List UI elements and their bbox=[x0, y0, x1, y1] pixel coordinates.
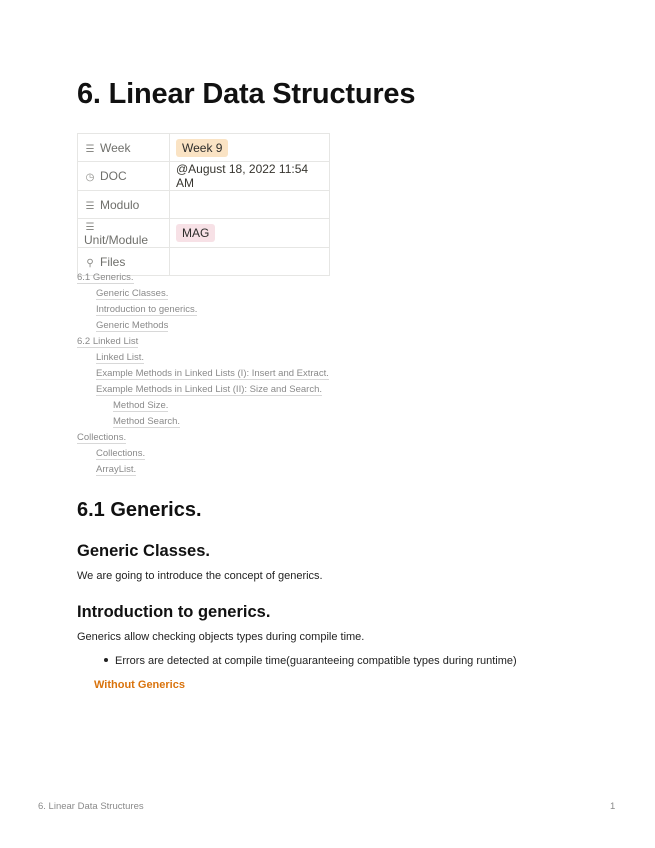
property-key bbox=[78, 134, 170, 162]
toc-item[interactable] bbox=[77, 382, 329, 398]
property-row bbox=[78, 219, 330, 248]
heading-generics: 6.1 Generics. bbox=[77, 499, 202, 521]
toc-item[interactable] bbox=[77, 414, 329, 430]
toc-link[interactable]: Linked List. bbox=[96, 352, 145, 363]
property-value[interactable] bbox=[170, 191, 330, 219]
property-value-text: @August 18, 2022 11:54 AM bbox=[176, 162, 309, 190]
toc-link[interactable]: Method Size. bbox=[113, 400, 169, 411]
toc-item[interactable] bbox=[77, 286, 329, 302]
list-icon: ☰ bbox=[85, 222, 95, 233]
property-key-label: Files bbox=[100, 254, 126, 269]
toc-item[interactable] bbox=[77, 350, 329, 366]
toc-item[interactable] bbox=[77, 318, 329, 334]
tag-badge: MAG bbox=[176, 224, 215, 242]
toc-item[interactable] bbox=[77, 270, 329, 286]
list-icon: ☰ bbox=[85, 200, 95, 212]
properties-table bbox=[77, 133, 330, 276]
table-of-contents bbox=[77, 270, 329, 478]
property-key-label: Modulo bbox=[100, 197, 140, 212]
property-value[interactable] bbox=[170, 219, 330, 248]
toc-item[interactable] bbox=[77, 334, 329, 350]
property-row bbox=[78, 162, 330, 191]
toc-link[interactable]: Generic Methods bbox=[96, 320, 169, 331]
property-key-label: DOC bbox=[100, 169, 127, 183]
property-value[interactable] bbox=[170, 134, 330, 162]
property-row bbox=[78, 191, 330, 219]
toc-item[interactable] bbox=[77, 302, 329, 318]
property-key bbox=[78, 162, 170, 191]
heading-introduction-generics: Introduction to generics. bbox=[77, 603, 271, 621]
bullet-text: Errors are detected at compile time(guaranteeing compatible types during runtime) bbox=[115, 655, 517, 667]
toc-item[interactable] bbox=[77, 446, 329, 462]
paperclip-icon: ⚲ bbox=[86, 257, 94, 269]
property-row bbox=[78, 134, 330, 162]
toc-link[interactable]: Method Search. bbox=[113, 416, 181, 427]
paragraph-introduction: Generics allow checking objects types during compile time. bbox=[77, 631, 365, 643]
toc-link[interactable]: Generic Classes. bbox=[96, 288, 169, 299]
tag-badge: Week 9 bbox=[176, 139, 228, 157]
toc-link[interactable]: Example Methods in Linked List (II): Size and Search. bbox=[96, 384, 323, 395]
toc-link[interactable]: Collections. bbox=[77, 432, 127, 443]
heading-generic-classes: Generic Classes. bbox=[77, 542, 210, 560]
bullet-icon bbox=[104, 658, 108, 662]
list-item bbox=[104, 655, 517, 667]
toc-item[interactable] bbox=[77, 462, 329, 478]
toc-link[interactable]: Collections. bbox=[96, 448, 146, 459]
page-number: 1 bbox=[610, 801, 616, 812]
clock-icon: ◷ bbox=[85, 172, 95, 183]
without-generics-toggle[interactable]: Without Generics bbox=[94, 679, 185, 691]
footer-title: 6. Linear Data Structures bbox=[38, 801, 144, 812]
property-key-label: Week bbox=[100, 140, 131, 155]
property-key bbox=[78, 191, 170, 219]
property-key-label: Unit/Module bbox=[84, 233, 149, 247]
toc-link[interactable]: 6.1 Generics. bbox=[77, 272, 134, 283]
list-icon: ☰ bbox=[85, 143, 95, 155]
toc-link[interactable]: Example Methods in Linked Lists (I): Insert and Extract. bbox=[96, 368, 329, 379]
toc-link[interactable]: 6.2 Linked List bbox=[77, 336, 139, 347]
toc-item[interactable] bbox=[77, 430, 329, 446]
toc-item[interactable] bbox=[77, 366, 329, 382]
property-key bbox=[78, 219, 170, 248]
paragraph-generic-classes: We are going to introduce the concept of generics. bbox=[77, 570, 323, 582]
toc-item[interactable] bbox=[77, 398, 329, 414]
toc-link[interactable]: Introduction to generics. bbox=[96, 304, 198, 315]
property-value[interactable] bbox=[170, 162, 330, 191]
page-title: 6. Linear Data Structures bbox=[77, 78, 416, 110]
toc-link[interactable]: ArrayList. bbox=[96, 464, 137, 475]
